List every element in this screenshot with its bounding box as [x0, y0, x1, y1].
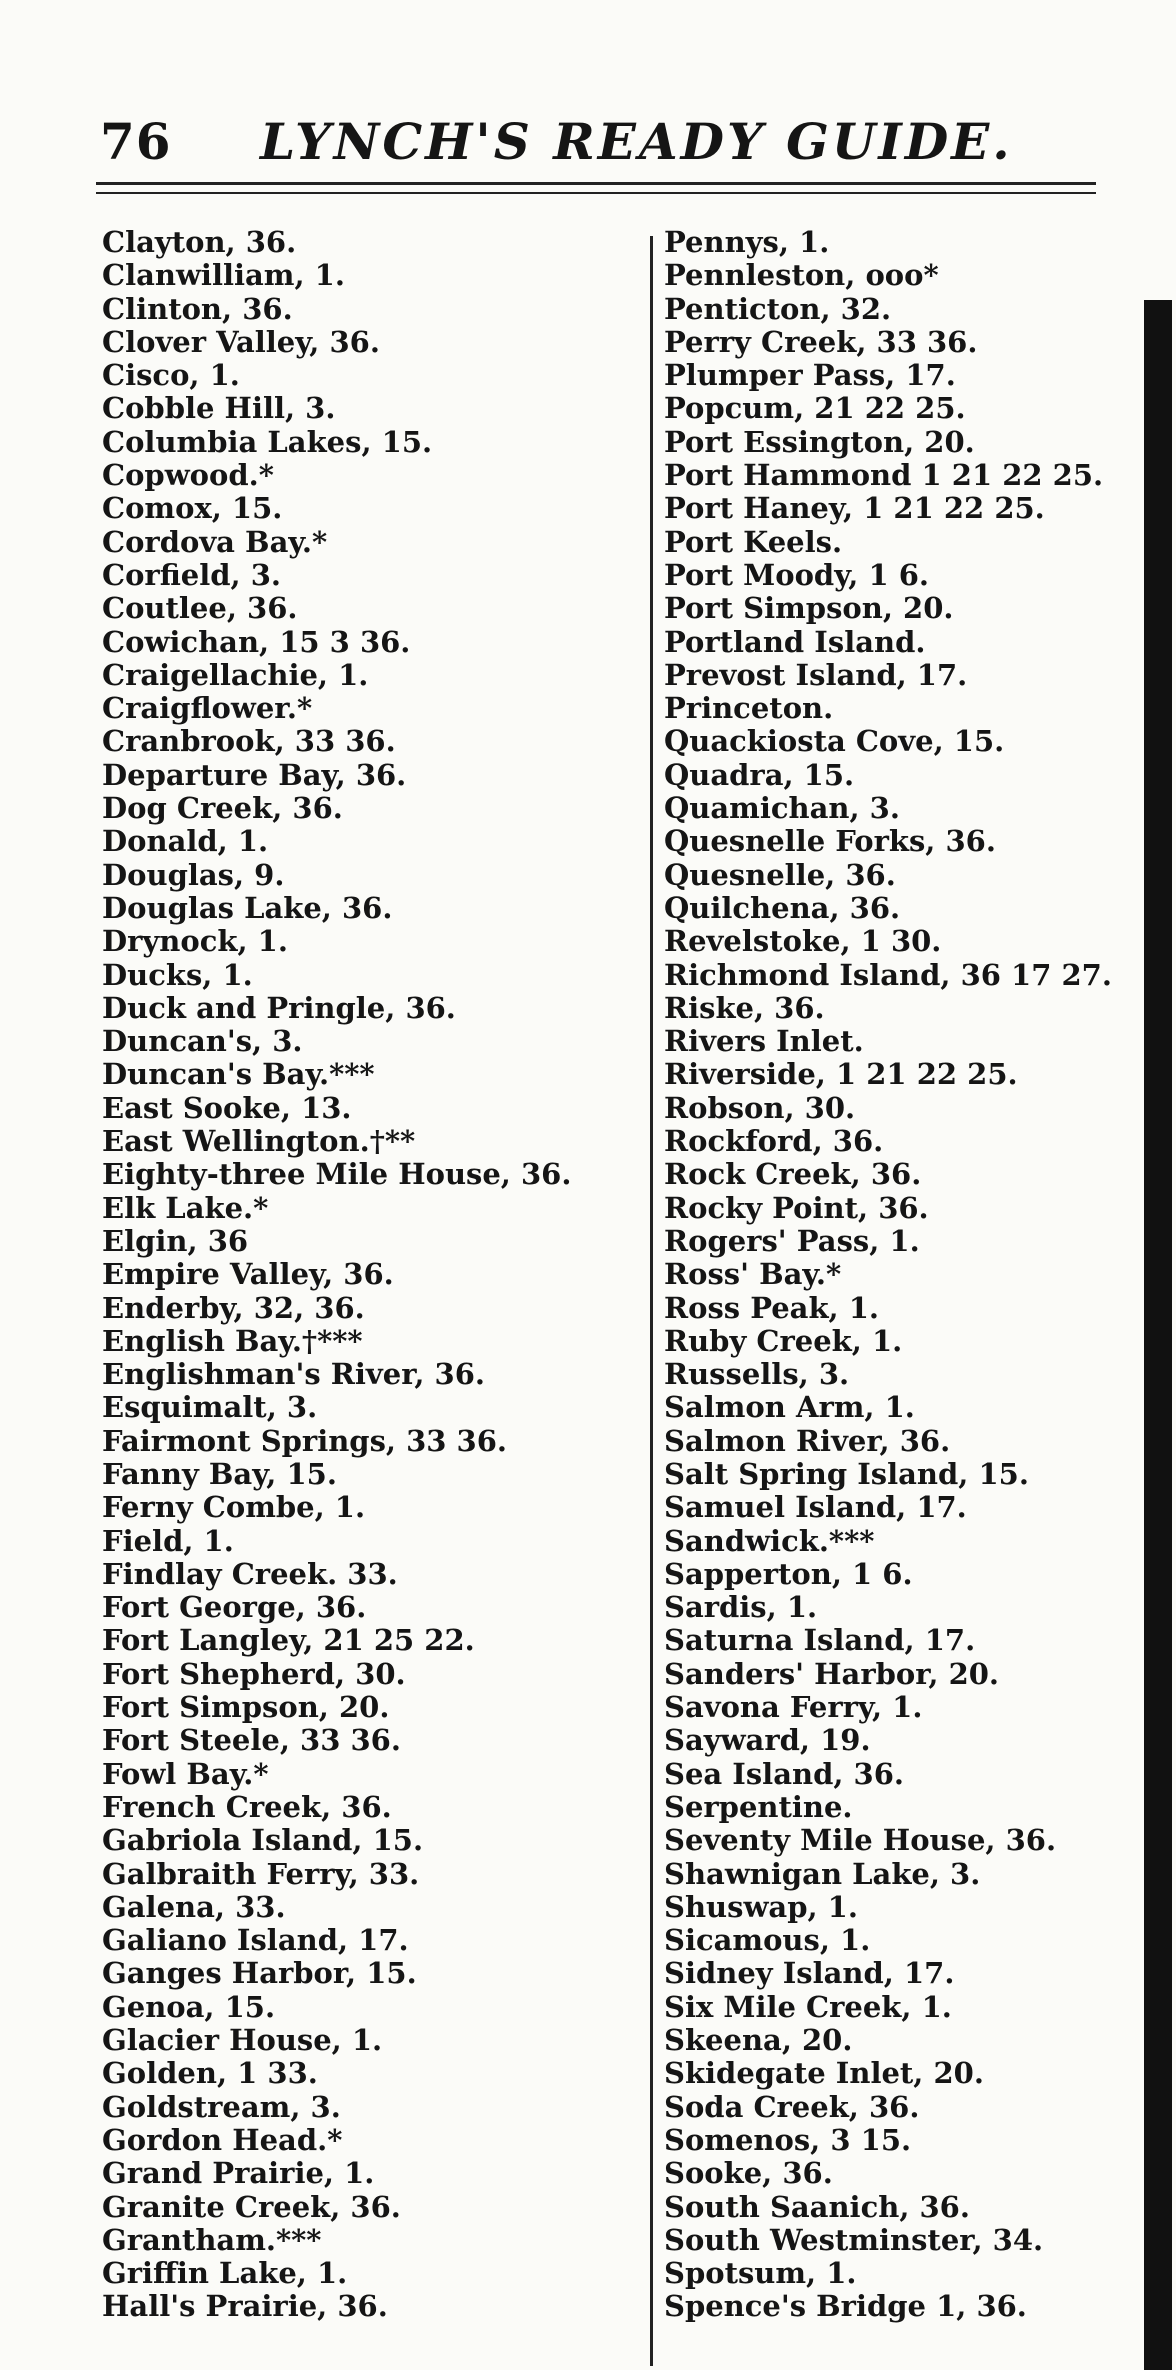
directory-entry: Sea Island, 36. [664, 1757, 904, 1791]
directory-entry: Comox, 15. [102, 492, 283, 526]
directory-entry: French Creek, 36. [102, 1790, 392, 1824]
directory-entry: Sapperton, 1 6. [664, 1557, 913, 1591]
directory-entry: Ganges Harbor, 15. [102, 1957, 417, 1991]
directory-entry: Empire Valley, 36. [102, 1258, 394, 1292]
directory-entry: English Bay.†*** [102, 1324, 363, 1358]
directory-entry: Clinton, 36. [102, 292, 293, 326]
directory-entry: Granite Creek, 36. [102, 2190, 401, 2224]
directory-entry: Ross' Bay.* [664, 1258, 842, 1292]
directory-entry: Plumper Pass, 17. [664, 359, 956, 393]
directory-entry: Penticton, 32. [664, 292, 892, 326]
directory-entry: Saturna Island, 17. [664, 1624, 976, 1658]
directory-entry: Salt Spring Island, 15. [664, 1457, 1029, 1491]
directory-entry: Quesnelle, 36. [664, 858, 896, 892]
directory-entry: Port Keels. [664, 525, 843, 559]
directory-entry: Douglas Lake, 36. [102, 891, 393, 925]
directory-entry: Rogers' Pass, 1. [664, 1224, 920, 1258]
directory-entry: Fanny Bay, 15. [102, 1457, 337, 1491]
directory-entry: Drynock, 1. [102, 925, 288, 959]
directory-entry: Port Moody, 1 6. [664, 558, 930, 592]
directory-entry: Enderby, 32, 36. [102, 1291, 365, 1325]
page-header [100, 108, 1060, 178]
directory-entry: Pennleston, ooo* [664, 259, 939, 293]
directory-entry: Coutlee, 36. [102, 592, 298, 626]
directory-entry: Shawnigan Lake, 3. [664, 1857, 981, 1891]
directory-entry: Sayward, 19. [664, 1724, 871, 1758]
directory-entry: Fort Steele, 33 36. [102, 1724, 401, 1758]
directory-entry: Fairmont Springs, 33 36. [102, 1424, 507, 1458]
directory-entry: Fort Shepherd, 30. [102, 1657, 406, 1691]
directory-entry: Spotsum, 1. [664, 2257, 857, 2291]
directory-entry: Genoa, 15. [102, 1990, 276, 2024]
directory-entry: Departure Bay, 36. [102, 758, 407, 792]
directory-entry: Englishman's River, 36. [102, 1358, 486, 1392]
directory-entry: Riske, 36. [664, 991, 825, 1025]
page-edge-shadow [1144, 300, 1172, 2370]
directory-entry: Pennys, 1. [664, 226, 830, 259]
directory-entry: Soda Creek, 36. [664, 2090, 920, 2124]
directory-entry: Spence's Bridge 1, 36. [664, 2290, 1027, 2324]
directory-entry: Fort George, 36. [102, 1591, 367, 1625]
directory-entry: Field, 1. [102, 1524, 234, 1558]
directory-entry: Cowichan, 15 3 36. [102, 625, 411, 659]
directory-entry: Clanwilliam, 1. [102, 259, 345, 293]
directory-entry: Ferny Combe, 1. [102, 1491, 366, 1525]
directory-entry: Rivers Inlet. [664, 1025, 864, 1059]
directory-entry: Hall's Prairie, 36. [102, 2290, 388, 2324]
directory-entry: Samuel Island, 17. [664, 1491, 967, 1525]
directory-entry: Cobble Hill, 3. [102, 392, 336, 426]
directory-entry: Russells, 3. [664, 1358, 850, 1392]
directory-entry: Rocky Point, 36. [664, 1191, 929, 1225]
directory-entry: Fort Simpson, 20. [102, 1691, 390, 1725]
directory-entry: Quackiosta Cove, 15. [664, 725, 1005, 759]
directory-entry: Savona Ferry, 1. [664, 1691, 923, 1725]
directory-entry: Craigellachie, 1. [102, 658, 369, 692]
directory-entry: Princeton. [664, 692, 834, 726]
directory-entry: Grantham.*** [102, 2223, 322, 2257]
column-divider [650, 236, 653, 2366]
page-number: 76 [100, 112, 172, 171]
directory-entry: Port Essington, 20. [664, 425, 975, 459]
directory-entry: Sicamous, 1. [664, 1924, 871, 1958]
directory-entry: Salmon Arm, 1. [664, 1391, 915, 1425]
directory-entry: Goldstream, 3. [102, 2090, 341, 2124]
directory-entry: South Saanich, 36. [664, 2190, 970, 2224]
directory-entry: Richmond Island, 36 17 27. [664, 958, 1112, 992]
directory-entry: Portland Island. [664, 625, 926, 659]
directory-entry: Dog Creek, 36. [102, 792, 343, 826]
directory-entry: Gordon Head.* [102, 2123, 343, 2157]
directory-entry: Glacier House, 1. [102, 2024, 383, 2058]
directory-entry: Corfield, 3. [102, 558, 281, 592]
directory-entry: Cisco, 1. [102, 359, 240, 393]
directory-entry: Seventy Mile House, 36. [664, 1824, 1057, 1858]
directory-entry: Fowl Bay.* [102, 1757, 269, 1791]
directory-entry: East Sooke, 13. [102, 1091, 352, 1125]
directory-entry: Rock Creek, 36. [664, 1158, 922, 1192]
directory-entry: Griffin Lake, 1. [102, 2257, 348, 2291]
directory-entry: Riverside, 1 21 22 25. [664, 1058, 1018, 1092]
directory-entry: Esquimalt, 3. [102, 1391, 318, 1425]
directory-entry: Quilchena, 36. [664, 891, 901, 925]
directory-entry: South Westminster, 34. [664, 2223, 1044, 2257]
directory-entry: Duncan's Bay.*** [102, 1058, 375, 1092]
directory-entry: Serpentine. [664, 1790, 853, 1824]
directory-entry: Grand Prairie, 1. [102, 2157, 375, 2191]
directory-entry: Cranbrook, 33 36. [102, 725, 396, 759]
directory-entry: Donald, 1. [102, 825, 269, 859]
directory-entry: Clayton, 36. [102, 226, 297, 259]
directory-entry: Fort Langley, 21 25 22. [102, 1624, 475, 1658]
directory-entry: Skidegate Inlet, 20. [664, 2057, 984, 2091]
directory-entry: Ruby Creek, 1. [664, 1324, 903, 1358]
header-rule-top [96, 182, 1096, 185]
directory-entry: Quadra, 15. [664, 758, 855, 792]
directory-entry: Eighty-three Mile House, 36. [102, 1158, 572, 1192]
directory-entry: Ducks, 1. [102, 958, 253, 992]
directory-entry: Somenos, 3 15. [664, 2123, 912, 2157]
directory-entry: Six Mile Creek, 1. [664, 1990, 952, 2024]
directory-entry: Revelstoke, 1 30. [664, 925, 942, 959]
directory-entry: Douglas, 9. [102, 858, 285, 892]
directory-entry: Skeena, 20. [664, 2024, 853, 2058]
header-rule-bottom [96, 192, 1096, 194]
directory-entry: Golden, 1 33. [102, 2057, 318, 2091]
directory-entry: Cordova Bay.* [102, 525, 328, 559]
directory-entry: Port Haney, 1 21 22 25. [664, 492, 1045, 526]
directory-entry: Salmon River, 36. [664, 1424, 951, 1458]
left-column [102, 226, 642, 2324]
directory-entry: East Wellington.†** [102, 1125, 416, 1159]
directory-entry: Gabriola Island, 15. [102, 1824, 424, 1858]
right-column [664, 226, 1154, 2324]
directory-entry: Duncan's, 3. [102, 1025, 303, 1059]
directory-entry: Clover Valley, 36. [102, 325, 380, 359]
directory-entry: Prevost Island, 17. [664, 658, 968, 692]
directory-entry: Sardis, 1. [664, 1591, 818, 1625]
directory-entry: Port Hammond 1 21 22 25. [664, 459, 1104, 493]
directory-entry: Craigflower.* [102, 692, 313, 726]
directory-entry: Copwood.* [102, 459, 274, 493]
directory-entry: Findlay Creek. 33. [102, 1557, 398, 1591]
directory-entry: Shuswap, 1. [664, 1890, 858, 1924]
directory-entry: Galiano Island, 17. [102, 1924, 409, 1958]
directory-entry: Sandwick.*** [664, 1524, 875, 1558]
directory-entry: Sooke, 36. [664, 2157, 833, 2191]
directory-entry: Duck and Pringle, 36. [102, 991, 456, 1025]
directory-entry: Rockford, 36. [664, 1125, 884, 1159]
directory-entry: Popcum, 21 22 25. [664, 392, 966, 426]
directory-entry: Perry Creek, 33 36. [664, 325, 978, 359]
directory-entry: Sanders' Harbor, 20. [664, 1657, 1000, 1691]
running-title: LYNCH'S READY GUIDE. [260, 112, 1013, 171]
directory-entry: Elgin, 36 [102, 1224, 249, 1258]
directory-entry: Ross Peak, 1. [664, 1291, 880, 1325]
directory-entry: Quamichan, 3. [664, 792, 900, 826]
directory-entry: Port Simpson, 20. [664, 592, 954, 626]
directory-entry: Elk Lake.* [102, 1191, 269, 1225]
directory-entry: Galena, 33. [102, 1890, 286, 1924]
directory-entry: Galbraith Ferry, 33. [102, 1857, 420, 1891]
directory-entry: Quesnelle Forks, 36. [664, 825, 996, 859]
directory-entry: Robson, 30. [664, 1091, 856, 1125]
directory-entry: Sidney Island, 17. [664, 1957, 955, 1991]
directory-entry: Columbia Lakes, 15. [102, 425, 433, 459]
